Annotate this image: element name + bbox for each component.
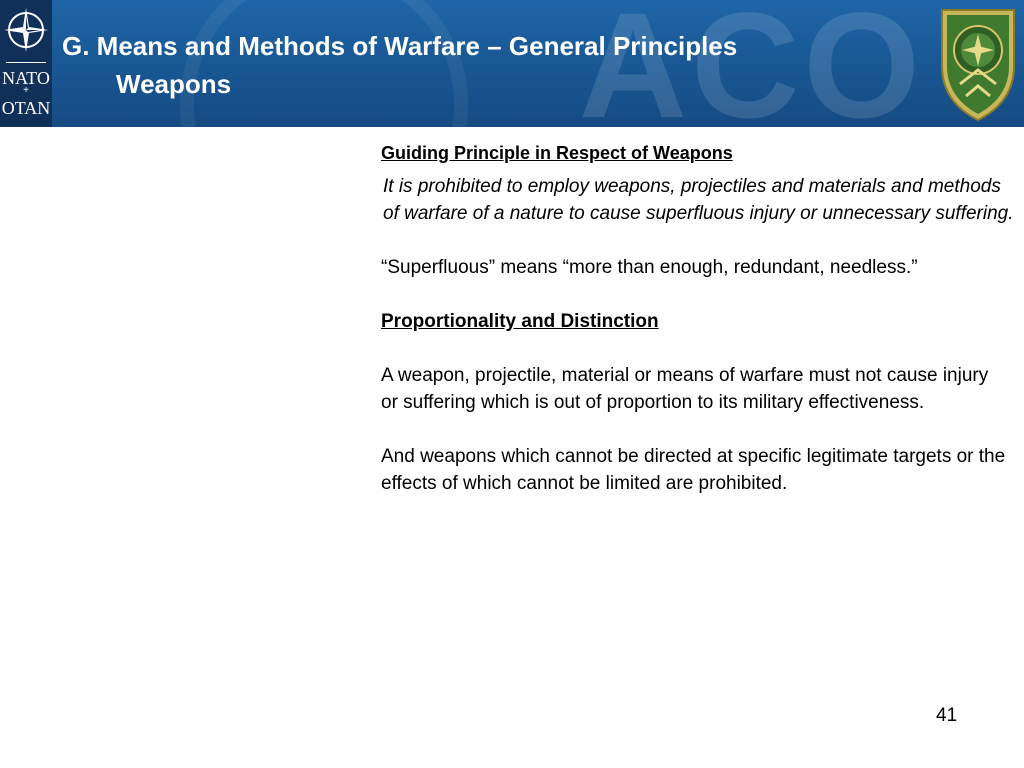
- header-banner: [0, 0, 1024, 127]
- principle-text: It is prohibited to employ weapons, projectiles and materials and methods of warfare of a nature to cause superfluous injury or unnecessary suffering.: [383, 176, 1014, 224]
- distinction-paragraph: And weapons which cannot be directed at specific legitimate targets or the effects of which cannot be limited are prohibited.: [381, 446, 1006, 494]
- heading-proportionality: Proportionality and Distinction: [381, 311, 659, 332]
- background-globe-graphic: [180, 0, 468, 127]
- nato-text: NATO: [2, 68, 50, 88]
- slide-title: G. Means and Methods of Warfare – General Principles: [62, 31, 738, 61]
- otan-text: OTAN: [1, 98, 51, 118]
- aco-watermark: ACO: [578, 0, 924, 127]
- nato-compass-icon: [2, 6, 50, 54]
- superfluous-definition: “Superfluous” means “more than enough, redundant, needless.”: [381, 257, 918, 278]
- aco-shield-badge-icon: [938, 4, 1018, 124]
- proportionality-paragraph: A weapon, projectile, material or means of warfare must not cause injury or suffering which is out of proportion to its military effectiveness.: [381, 365, 989, 413]
- slide-body: [381, 140, 1021, 497]
- nato-logo: [0, 0, 52, 127]
- page-number: 41: [936, 705, 958, 726]
- nato-divider: [6, 62, 46, 63]
- slide-subtitle: Weapons: [116, 69, 232, 99]
- nato-plus: +: [23, 85, 29, 96]
- heading-guiding-principle: Guiding Principle in Respect of Weapons: [381, 143, 733, 163]
